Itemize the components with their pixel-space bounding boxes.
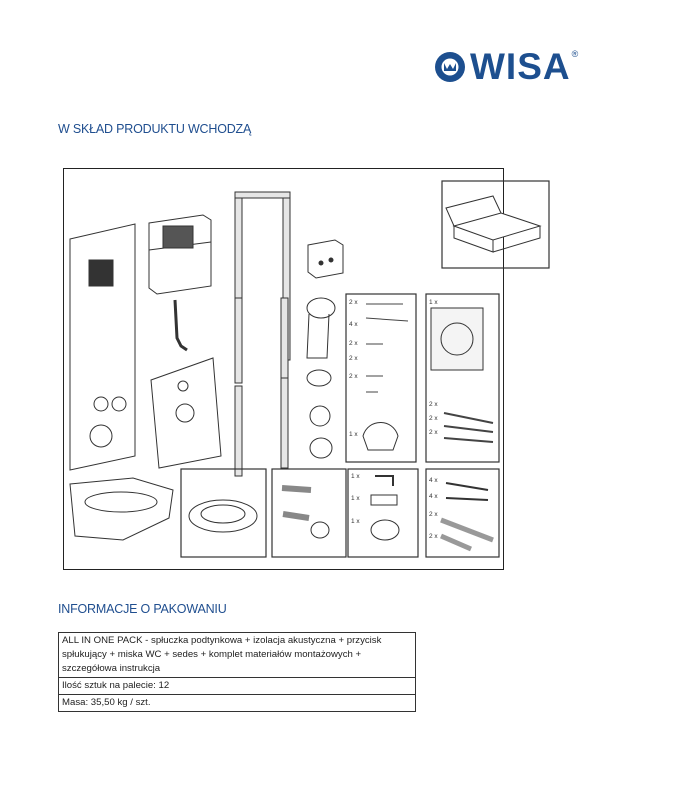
pack-contents-cell: ALL IN ONE PACK - spłuczka podtynkowa + izolacja akustyczna + przycisk spłukujący + miska WC + sedes + komplet materiałów montażowych + szczegółowa instrukcja [59, 633, 416, 678]
svg-text:2 x: 2 x [349, 355, 358, 362]
wisa-logo [433, 48, 578, 86]
kit-contents-diagram [63, 168, 563, 578]
contents-heading: W SKŁAD PRODUKTU WCHODZĄ [58, 122, 252, 136]
svg-text:4 x: 4 x [429, 493, 438, 500]
registered-mark: ® [571, 49, 579, 59]
pallet-quantity-cell: Ilość sztuk na palecie: 12 [59, 678, 416, 695]
bowl-insulation-pad [151, 358, 221, 468]
svg-text:2 x: 2 x [429, 533, 438, 540]
connection-pipes [272, 469, 346, 557]
svg-text:2 x: 2 x [429, 429, 438, 436]
acoustic-insulation-panel [70, 224, 135, 470]
wisa-crown-icon [433, 50, 467, 84]
junction-box [308, 240, 343, 278]
svg-text:1 x: 1 x [351, 473, 360, 480]
brand-name: WISA [470, 46, 571, 87]
svg-text:2 x: 2 x [429, 511, 438, 518]
wall-hung-wc-bowl [70, 478, 173, 540]
svg-text:2 x: 2 x [349, 373, 358, 380]
drain-elbow [307, 298, 335, 458]
table-row [59, 633, 416, 678]
svg-text:1 x: 1 x [351, 518, 360, 525]
svg-text:2 x: 2 x [429, 415, 438, 422]
svg-text:2 x: 2 x [349, 299, 358, 306]
weight-cell: Masa: 35,50 kg / szt. [59, 695, 416, 712]
mounting-frame [235, 192, 290, 476]
svg-text:2 x: 2 x [429, 401, 438, 408]
table-row [59, 695, 416, 712]
tools-set [348, 469, 418, 557]
flush-button-set [426, 294, 499, 462]
packing-heading: INFORMACJE O PAKOWANIU [58, 602, 227, 616]
flush-cistern [149, 215, 211, 350]
svg-text:1 x: 1 x [429, 299, 438, 306]
wc-seat [181, 469, 266, 557]
svg-text:1 x: 1 x [351, 495, 360, 502]
table-row [59, 678, 416, 695]
packaging-box [442, 181, 549, 268]
svg-text:2 x: 2 x [349, 340, 358, 347]
svg-text:4 x: 4 x [349, 321, 358, 328]
packing-info-table [58, 632, 416, 712]
svg-text:1 x: 1 x [349, 431, 358, 438]
svg-text:4 x: 4 x [429, 477, 438, 484]
